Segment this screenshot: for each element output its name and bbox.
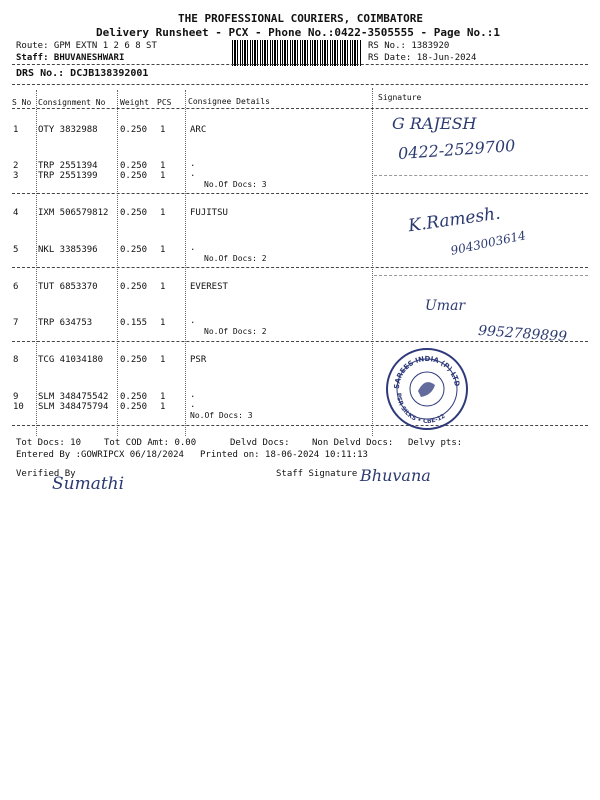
col-sno: S No xyxy=(12,98,32,107)
signature-handwriting: 9043003614 xyxy=(449,228,527,258)
row-sno: 4 xyxy=(13,208,19,218)
row-sno: 6 xyxy=(13,282,19,292)
row-pcs: 1 xyxy=(160,208,166,218)
row-details: ARC xyxy=(190,125,207,135)
barcode xyxy=(232,40,362,66)
signature-handwriting: 0422-2529700 xyxy=(397,135,516,164)
row-sno: 3 xyxy=(13,171,19,181)
company-stamp xyxy=(385,347,469,431)
column-divider xyxy=(36,90,37,436)
staff-signature: Bhuvana xyxy=(360,466,431,485)
row-weight: 0.250 xyxy=(120,355,148,365)
signature-handwriting: K.Ramesh. xyxy=(407,203,502,237)
row-pcs: 1 xyxy=(160,392,166,402)
stamp-text-bottom: PSR SILKS • CBE-12 xyxy=(394,392,447,426)
row-pcs: 1 xyxy=(160,318,166,328)
column-divider xyxy=(372,88,373,436)
delivered-docs: Delvd Docs: xyxy=(230,438,290,448)
row-details: PSR xyxy=(190,355,207,365)
row-weight: 0.250 xyxy=(120,402,148,412)
row-pcs: 1 xyxy=(160,125,166,135)
row-consignment: SLM 348475794 xyxy=(38,402,109,412)
separator xyxy=(12,193,588,194)
signature-divider xyxy=(374,275,588,276)
row-weight: 0.250 xyxy=(120,392,148,402)
row-weight: 0.250 xyxy=(120,282,148,292)
row-sno: 5 xyxy=(13,245,19,255)
entered-by: Entered By :GOWRIPCX 06/18/2024 xyxy=(16,450,184,460)
row-sno: 2 xyxy=(13,161,19,171)
separator xyxy=(12,341,588,342)
docs-count: No.Of Docs: 3 xyxy=(204,180,267,189)
total-cod-amount: Tot COD Amt: 0.00 xyxy=(104,438,197,448)
row-consignment: TCG 41034180 xyxy=(38,355,104,365)
row-details: . xyxy=(190,159,196,169)
signature-handwriting: G RAJESH xyxy=(392,114,477,133)
separator xyxy=(12,267,588,268)
row-pcs: 1 xyxy=(160,355,166,365)
route-label: Route: GPM EXTN 1 2 6 8 ST xyxy=(16,41,157,51)
staff-signature-label: Staff Signature xyxy=(276,469,358,479)
row-sno: 9 xyxy=(13,392,19,402)
non-delivered-docs: Non Delvd Docs: xyxy=(312,438,394,448)
row-consignment: TUT 6853370 xyxy=(38,282,98,292)
verified-signature: Sumathi xyxy=(52,474,125,494)
row-consignment: TRP 634753 xyxy=(38,318,93,328)
row-sno: 10 xyxy=(13,402,24,412)
docs-count: No.Of Docs: 2 xyxy=(204,254,267,263)
row-weight: 0.250 xyxy=(120,245,148,255)
verified-by-label: Verified By xyxy=(16,469,76,479)
signature-divider xyxy=(374,175,588,176)
col-consignee: Consignee Details xyxy=(188,97,270,106)
row-weight: 0.250 xyxy=(120,171,148,181)
row-weight: 0.250 xyxy=(120,208,148,218)
row-consignment: OTY 3832988 xyxy=(38,125,98,135)
row-details: . xyxy=(190,169,196,179)
row-sno: 1 xyxy=(13,125,19,135)
rs-date: RS Date: 18-Jun-2024 xyxy=(368,53,477,63)
staff-label: Staff: BHUVANESHWARI xyxy=(16,53,125,63)
row-pcs: 1 xyxy=(160,171,166,181)
signature-handwriting: 9952789899 xyxy=(477,322,568,346)
row-pcs: 1 xyxy=(160,161,166,171)
row-details: . xyxy=(190,400,196,410)
drs-number: DRS No.: DCJB138392001 xyxy=(16,68,149,79)
row-consignment: NKL 3385396 xyxy=(38,245,98,255)
row-weight: 0.250 xyxy=(120,161,148,171)
row-weight: 0.155 xyxy=(120,318,148,328)
separator xyxy=(12,84,588,85)
row-pcs: 1 xyxy=(160,282,166,292)
col-weight: Weight xyxy=(120,98,149,107)
col-signature: Signature xyxy=(378,93,422,102)
row-details: FUJITSU xyxy=(190,208,228,218)
row-consignment: IXM 506579812 xyxy=(38,208,109,218)
rs-number: RS No.: 1383920 xyxy=(368,41,450,51)
docs-count: No.Of Docs: 2 xyxy=(204,327,267,336)
column-divider xyxy=(185,90,186,436)
docs-count: No.Of Docs: 3 xyxy=(190,411,253,420)
column-divider xyxy=(117,90,118,436)
runsheet-title: Delivery Runsheet - PCX - Phone No.:0422-3505555 - Page No.:1 xyxy=(96,26,500,39)
row-pcs: 1 xyxy=(160,402,166,412)
row-sno: 8 xyxy=(13,355,19,365)
total-docs: Tot Docs: 10 xyxy=(16,438,82,448)
row-sno: 7 xyxy=(13,318,19,328)
row-weight: 0.250 xyxy=(120,125,148,135)
col-pcs: PCS xyxy=(157,98,172,107)
signature-handwriting: Umar xyxy=(425,298,466,314)
stamp-graphic xyxy=(385,347,469,431)
separator xyxy=(12,425,588,426)
printed-on: Printed on: 18-06-2024 10:11:13 xyxy=(200,450,368,460)
row-details: . xyxy=(190,243,196,253)
row-pcs: 1 xyxy=(160,245,166,255)
row-details: . xyxy=(190,390,196,400)
row-consignment: TRP 2551399 xyxy=(38,171,98,181)
row-details: . xyxy=(190,316,196,326)
stamp-text-top: SAREES INDIA (P) LTD xyxy=(392,354,461,390)
row-details: EVEREST xyxy=(190,282,228,292)
row-consignment: SLM 348475542 xyxy=(38,392,109,402)
separator xyxy=(12,64,588,65)
separator xyxy=(12,108,588,109)
row-consignment: TRP 2551394 xyxy=(38,161,98,171)
delivery-points: Delvy pts: xyxy=(408,438,463,448)
col-consignment: Consignment No xyxy=(38,98,106,107)
company-name: THE PROFESSIONAL COURIERS, COIMBATORE xyxy=(178,12,424,25)
